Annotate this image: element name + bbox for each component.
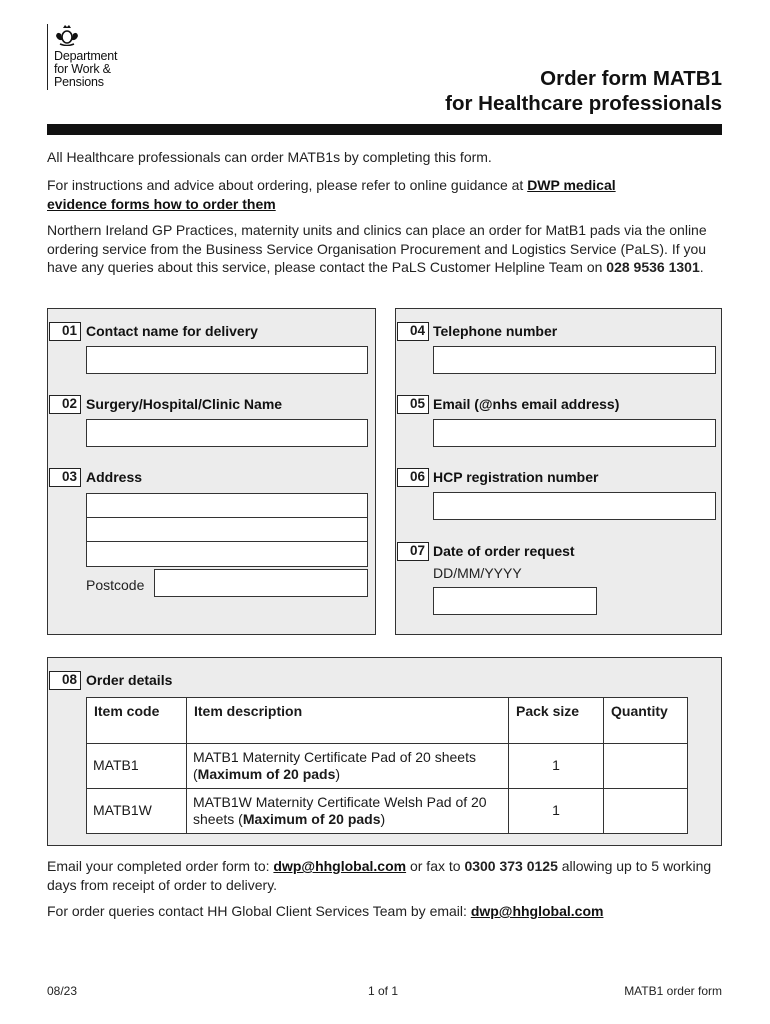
field-number-05: 05 [397,395,429,414]
closing-paragraph-2 [47,902,719,921]
date-format-hint: DD/MM/YYYY [433,565,522,581]
item-description-end: ) [335,766,341,782]
item-description-limit: Maximum of 20 pads [242,811,381,827]
column-header-pack-size: Pack size [509,698,604,744]
royal-crest-icon [54,24,80,46]
address-label: Address [86,469,143,485]
closing-paragraph-1 [47,857,719,894]
quantity-input[interactable] [604,789,688,834]
contact-panel [47,308,376,635]
field-number-03: 03 [49,468,81,487]
header-rule [47,124,722,135]
field-number-01: 01 [49,322,81,341]
item-description-text: MATB1W Maternity Certificate Welsh Pad of 20 sheets ( [193,793,487,827]
intro-paragraph-3 [47,221,719,277]
closing-p2-a: For order queries contact HH Global Client Services Team by email: [47,903,471,919]
footer-page-number: 1 of 1 [368,984,399,998]
title-line-1: Order form MATB1 [540,67,722,90]
table-row [87,789,688,834]
postcode-input[interactable] [154,569,368,597]
queries-email-link[interactable]: dwp@hhglobal.com [470,903,604,919]
address-line-1-input[interactable] [86,493,368,519]
item-code-cell: MATB1W [87,789,187,834]
order-details-label: Order details [86,672,173,688]
pals-phone-number: 028 9536 1301 [606,259,700,275]
surgery-name-label: Surgery/Hospital/Clinic Name [86,396,283,412]
intro-paragraph-1: All Healthcare professionals can order MATB1s by completing this form. [47,149,492,165]
hcp-registration-label: HCP registration number [433,469,599,485]
order-email-link[interactable]: dwp@hhglobal.com [273,858,407,874]
closing-p1-a: Email your completed order form to: [47,858,274,874]
fax-number: 0300 373 0125 [464,858,558,874]
postcode-label: Postcode [86,577,145,593]
order-date-label: Date of order request [433,543,575,559]
order-table [86,697,688,834]
guidance-link-part-1[interactable]: DWP medical [527,177,616,193]
item-description-end: ) [380,811,386,827]
intro-p2-text: For instructions and advice about ordering, please refer to online guidance at [47,177,528,193]
guidance-link-part-2[interactable]: evidence forms how to order them [47,195,276,212]
closing-p1-b: or fax to [406,858,465,874]
pack-size-cell: 1 [509,789,604,834]
intro-p3-text: Northern Ireland GP Practices, maternity units and clinics can place an order for MatB1 pads via the online ordering service from the Business Service Organisation Procurement and Logistics Service (PaLS). If you have any queries about this service, please contact the PaLS Customer Helpline Team on [47,222,707,275]
field-number-06: 06 [397,468,429,487]
intro-paragraph-2 [47,176,719,213]
title-line-2: for Healthcare professionals [445,92,722,115]
address-line-2-input[interactable] [86,517,368,543]
footer-date: 08/23 [47,984,78,998]
contact-name-input[interactable] [86,346,368,374]
column-header-item-description: Item description [187,698,509,744]
logo-line-2: for Work & [54,62,111,76]
telephone-input[interactable] [433,346,716,374]
order-date-input[interactable] [433,587,597,615]
field-number-04: 04 [397,322,429,341]
item-description-cell [187,744,509,789]
email-input[interactable] [433,419,716,447]
table-row [87,744,688,789]
item-description-text: MATB1 Maternity Certificate Pad of 20 sheets ( [193,748,476,782]
table-header-row [87,698,688,744]
surgery-name-input[interactable] [86,419,368,447]
field-number-07: 07 [397,542,429,561]
hcp-registration-input[interactable] [433,492,716,520]
telephone-label: Telephone number [433,323,558,339]
field-number-08: 08 [49,671,81,690]
contact-name-label: Contact name for delivery [86,323,258,339]
page-title [445,66,722,116]
email-label: Email (@nhs email address) [433,396,620,412]
dwp-logo [47,24,117,90]
item-code-cell: MATB1 [87,744,187,789]
logo-line-1: Department [54,49,118,63]
footer-form-name: MATB1 order form [624,984,722,998]
item-description-limit: Maximum of 20 pads [197,766,336,782]
details-panel [395,308,722,635]
quantity-input[interactable] [604,744,688,789]
address-line-3-input[interactable] [86,541,368,567]
column-header-quantity: Quantity [604,698,688,744]
intro-p3-end: . [699,259,704,275]
pack-size-cell: 1 [509,744,604,789]
closing-p1-c: allowing up to 5 working days from receipt of order to delivery. [47,858,712,893]
column-header-item-code: Item code [87,698,187,744]
item-description-cell [187,789,509,834]
logo-line-3: Pensions [54,75,104,89]
field-number-02: 02 [49,395,81,414]
